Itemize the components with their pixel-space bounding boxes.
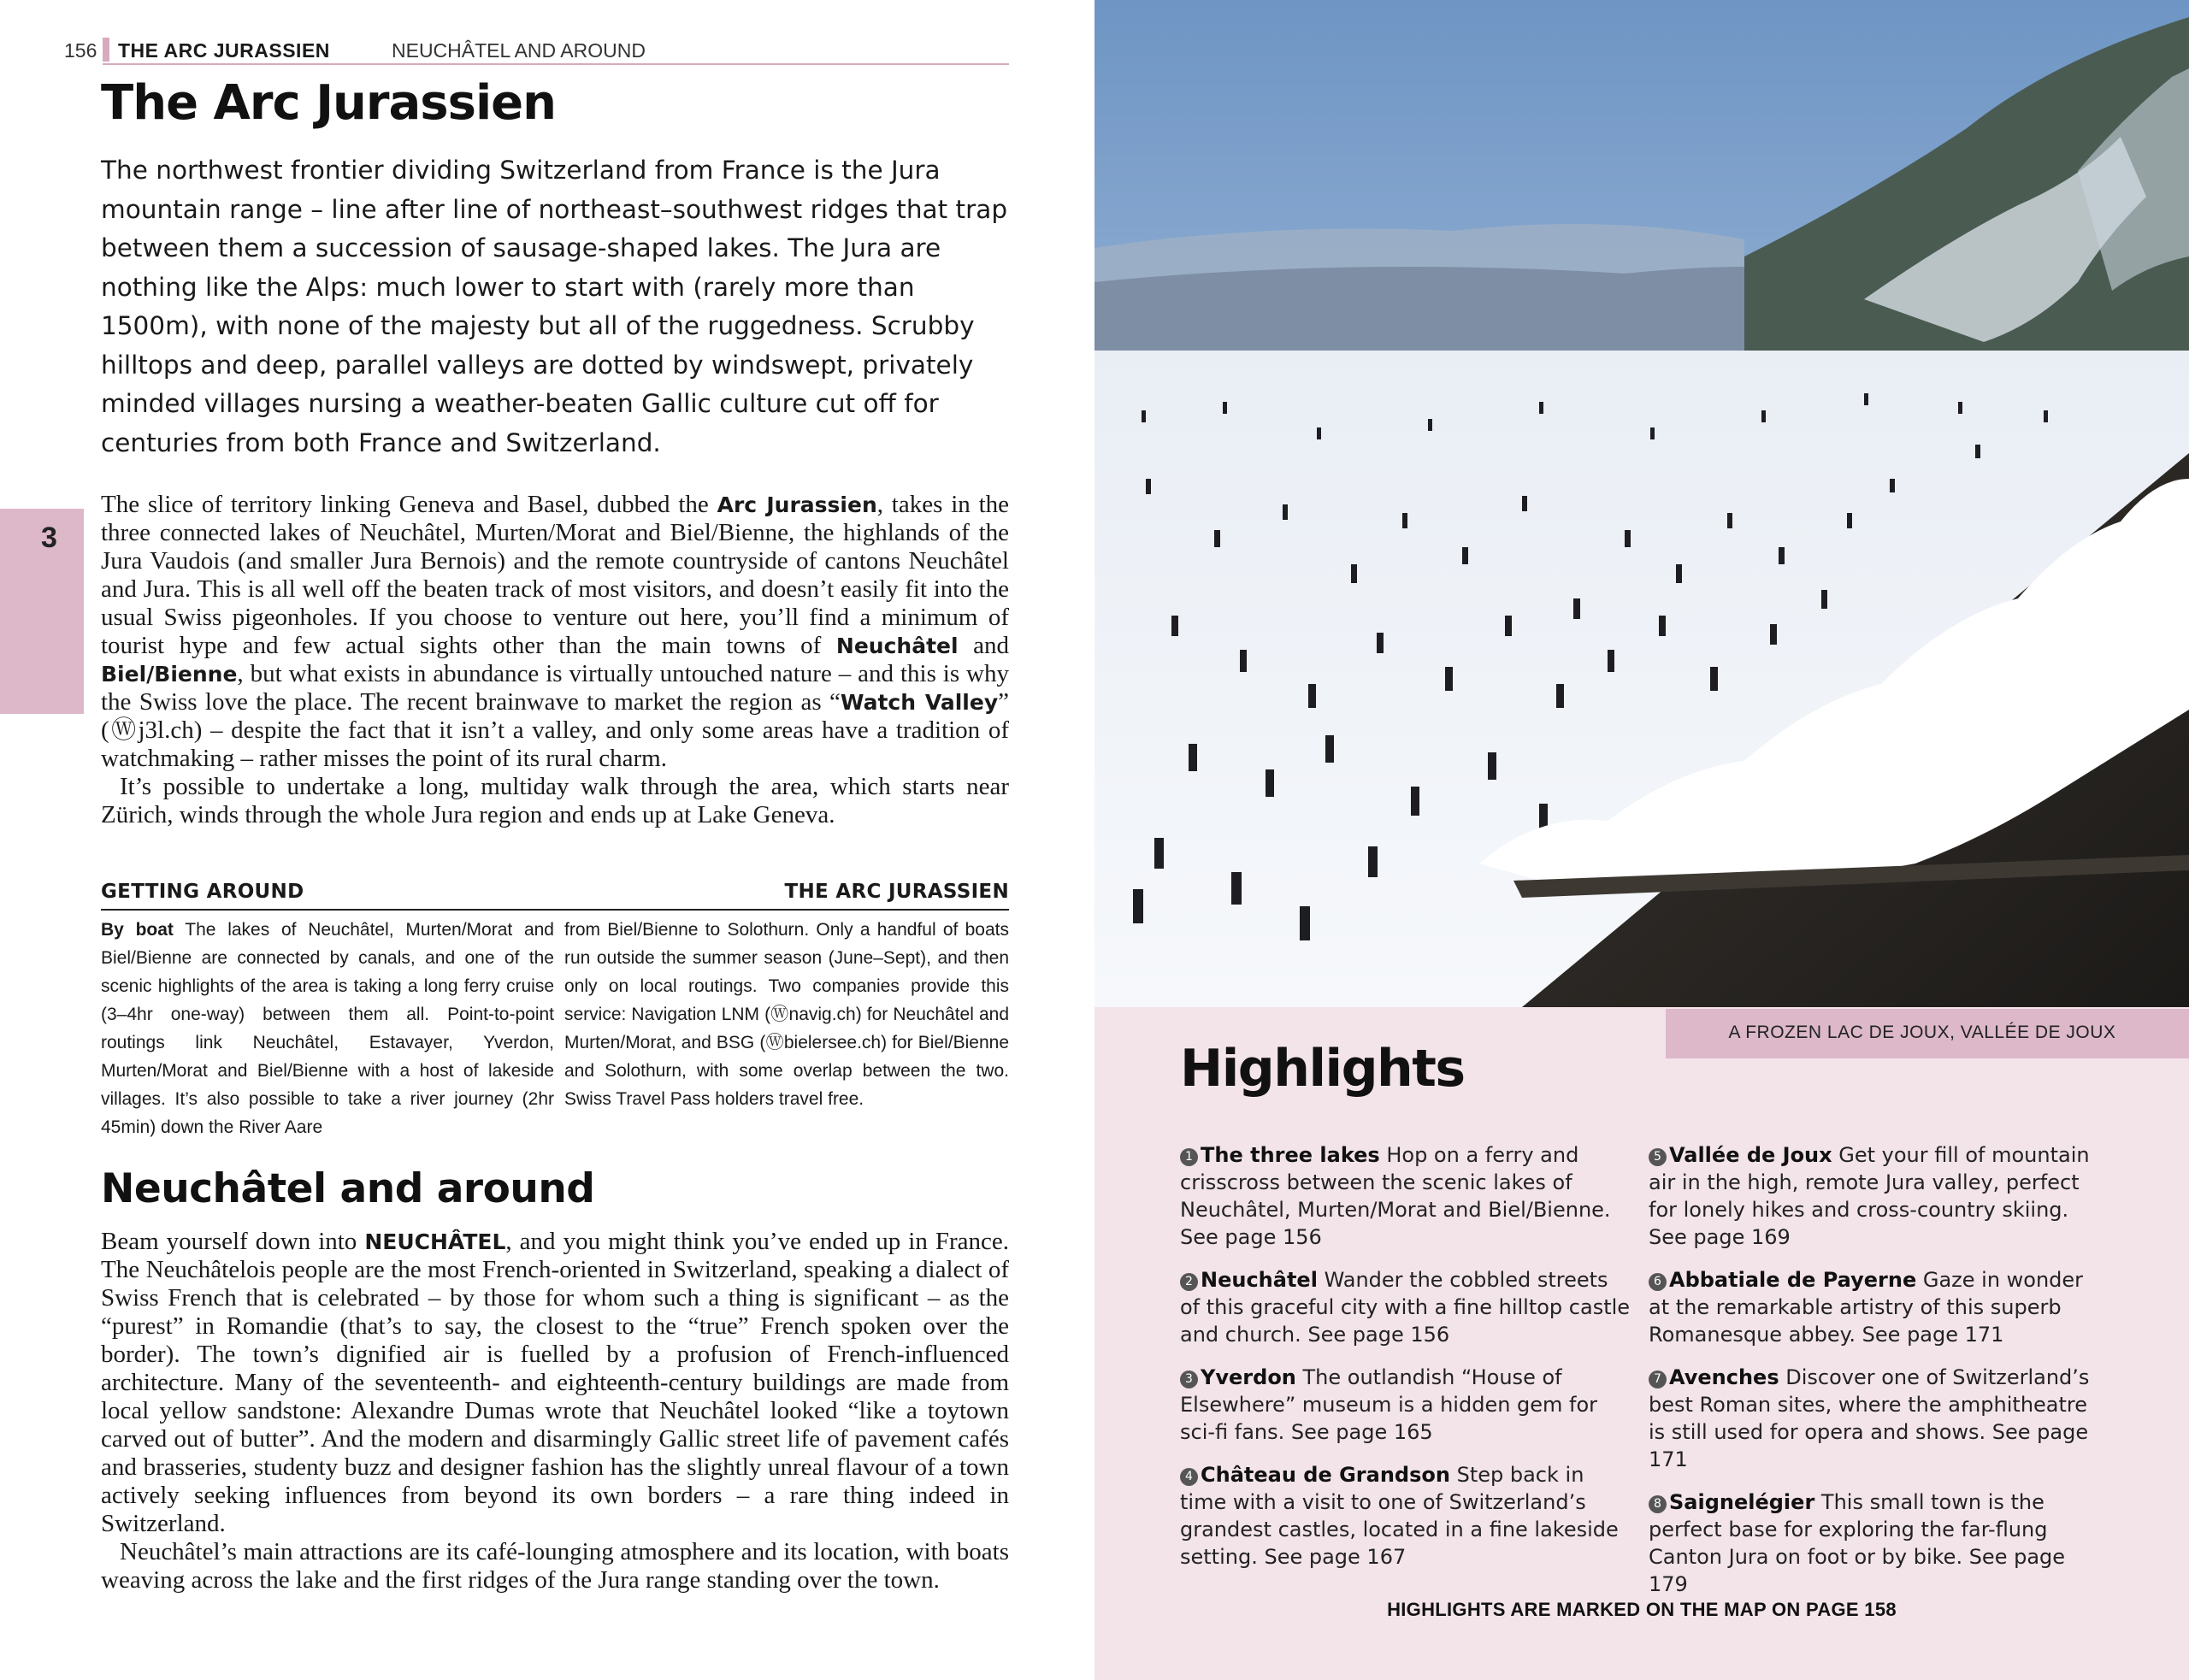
highlight-item: 1 The three lakes Hop on a ferry and crisscross between the scenic lakes of Neuchâtel, Murten/Morat and Biel/Bienne. See page 156 [1180,1143,1611,1249]
keyword: Arc Jurassien [717,492,877,517]
running-head-chapter: THE ARC JURASSIEN [118,39,330,62]
arc-jurassien-body [101,491,1009,829]
photo-caption: A FROZEN LAC DE JOUX, VALLÉE DE JOUX [1728,1023,2116,1042]
highlights-heading: Highlights [1180,1039,1465,1099]
section-heading-neuchatel: Neuchâtel and around [101,1165,595,1212]
chapter-tab-number: 3 [41,522,57,554]
running-head [64,36,1009,65]
highlight-number-badge: 6 [1649,1273,1667,1291]
getting-around-column-2: from Biel/Bienne to Solothurn. Only a handful of boats run outside the summer season (June–Sept), and then only on local routings. Two companies provide this service: Navigation LNM (Ⓦnavig.ch) for Neuchâtel and Murten/Morat, and BSG (Ⓦbielersee.ch) for Biel/Bienne and Solothurn, with some overlap between the two. Swiss Travel Pass holders travel free. [564,920,1009,1109]
highlights-column-1 [1180,1141,1633,1586]
highlights-map-note: HIGHLIGHTS ARE MARKED ON THE MAP ON PAGE 158 [1387,1599,1897,1620]
intro-paragraph: The northwest frontier dividing Switzerland from France is the Jura mountain range – line after line of northeast–southwest ridges that trap between them a succession of sausage-shaped lakes. The Jura are nothing like the Alps: much lower to start with (rarely more than 1500m), with none of the majesty but all of the ruggedness. Scrubby hilltops and deep, parallel valleys are dotted by windswept, privately minded villages nursing a weather-beaten Gallic culture cut off for centuries from both France and Switzerland. [101,156,1008,457]
highlight-item: 7 Avenches Discover one of Switzerland’s best Roman sites, where the amphitheatre is still used for opera and shows. See page 171 [1649,1365,2090,1471]
body-paragraph: Beam yourself down into NEUCHÂTEL, and you might think you’ve ended up in France. The Neuchâtelois people are the most French-oriented in Switzerland, speaking a dialect of Swiss French that is celebrated – by those for whom such a thing is significant – as the “purest” in Romandie (that’s to say, the closest to the “true” French spoken over the border). The town’s dignified air is fuelled by a profusion of French-influenced architecture. Many of the seventeenth- and eighteenth-century buildings are made from local yellow sandstone: Alexandre Dumas wrote that Neuchâtel looked “like a toytown carved out of butter”. And the modern and disarmingly Gallic street life of pavement cafés and brasseries, studenty buzz and designer fashion has the slightly unreal flavour of a town actively seeking influences from beyond its own borders – a rare thing indeed in Switzerland. [101,1228,1010,1537]
highlight-title: Vallée de Joux [1669,1143,1832,1167]
body-paragraph: It’s possible to undertake a long, multiday walk through the area, which starts near Zürich, winds through the whole Jura region and ends up at Lake Geneva. [101,773,1009,828]
getting-around-header [101,881,1009,911]
getting-around-column-1: By boat The lakes of Neuchâtel, Murten/Morat and Biel/Bienne are connected by canals, and one of the scenic highlights of the area is taking a long ferry cruise (3–4hr one-way) between them all. Point-to-point routings link Neuchâtel, Estavayer, Yverdon, Murten/Morat and Biel/Bienne with a host of lakeside villages. It’s also possible to take a river journey (2hr 45min) down the River Aare [101,920,554,1137]
page-number: 156 [64,39,97,62]
highlight-item: 2 Neuchâtel Wander the cobbled streets of this graceful city with a fine hilltop castle and church. See page 156 [1180,1268,1631,1347]
keyword: Biel/Bienne [101,662,238,687]
running-head-rule [103,63,1009,65]
page-title: The Arc Jurassien [101,75,557,131]
highlight-item: 8 Saignelégier This small town is the perfect base for exploring the far-flung Canton Jura on foot or by bike. See page 179 [1649,1490,2066,1596]
frozen-lake-photo [1094,0,2189,1007]
highlight-number-badge: 8 [1649,1495,1667,1513]
highlight-number-badge: 2 [1180,1273,1198,1291]
highlight-title: Saignelégier [1669,1490,1815,1514]
highlight-title: The three lakes [1201,1143,1380,1167]
highlight-number-badge: 3 [1180,1371,1198,1388]
highlights-column-2 [1649,1141,2102,1613]
highlight-number-badge: 5 [1649,1148,1667,1166]
highlight-title: Yverdon [1201,1365,1296,1389]
keyword: NEUCHÂTEL [364,1229,506,1254]
highlight-item: 4 Château de Grandson Step back in time with a visit to one of Switzerland’s grandest castles, located in a fine lakeside setting. See page 167 [1180,1463,1619,1569]
highlight-item: 3 Yverdon The outlandish “House of Elsewhere” museum is a hidden gem for sci-fi fans. See page 165 [1180,1365,1598,1444]
highlight-number-badge: 7 [1649,1371,1667,1388]
keyword: Neuchâtel [835,634,959,658]
highlight-number-badge: 4 [1180,1468,1198,1486]
body-paragraph: The slice of territory linking Geneva and Basel, dubbed the Arc Jurassien, takes in the three connected lakes of Neuchâtel, Murten/Morat and Biel/Bienne, the highlands of the Jura Vaudois (and smaller Jura Bernois) and the remote countryside of cantons Neuchâtel and Jura. This is all well off the beaten track of most visitors, and doesn’t easily fit into the usual Swiss pigeonholes. If you choose to venture out here, you’ll find a minimum of tourist hype and few actual sights other than the main towns of Neuchâtel and Biel/Bienne, but what exists in abundance is virtually untouched nature – and this is why the Swiss love the place. The recent brainwave to market the region as “Watch Valley” (Ⓦj3l.ch) – despite the fact that it isn’t a valley, and only some areas have a tradition of watchmaking – rather misses the point of its rural charm. [101,491,1010,772]
highlight-title: Avenches [1669,1365,1779,1389]
highlight-title: Neuchâtel [1201,1268,1318,1292]
getting-around-subhead: By boat [101,920,174,940]
neuchatel-body [101,1228,1009,1595]
photo-caption-band [1666,1009,2189,1058]
getting-around-title: GETTING AROUND [101,881,304,903]
keyword: Watch Valley [840,690,999,715]
highlight-title: Abbatiale de Payerne [1669,1268,1917,1292]
left-page [0,0,1094,1680]
highlight-title: Château de Grandson [1201,1463,1450,1487]
highlight-item: 5 Vallée de Joux Get your fill of mountain air in the high, remote Jura valley, perfect for lonely hikes and cross-country skiing. See page 169 [1649,1143,2090,1249]
body-paragraph: Neuchâtel’s main attractions are its café-lounging atmosphere and its location, with boats weaving across the lake and the first ridges of the Jura range standing over the town. [101,1538,1009,1594]
highlight-item: 6 Abbatiale de Payerne Gaze in wonder at the remarkable artistry of this superb Romanesque abbey. See page 171 [1649,1268,2084,1347]
running-head-marker [103,38,109,62]
right-page [1094,0,2189,1680]
getting-around-region: THE ARC JURASSIEN [784,881,1009,903]
chapter-tab [0,509,84,714]
highlight-number-badge: 1 [1180,1148,1198,1166]
running-head-section: NEUCHÂTEL AND AROUND [392,39,646,62]
getting-around-rule [101,909,1009,911]
